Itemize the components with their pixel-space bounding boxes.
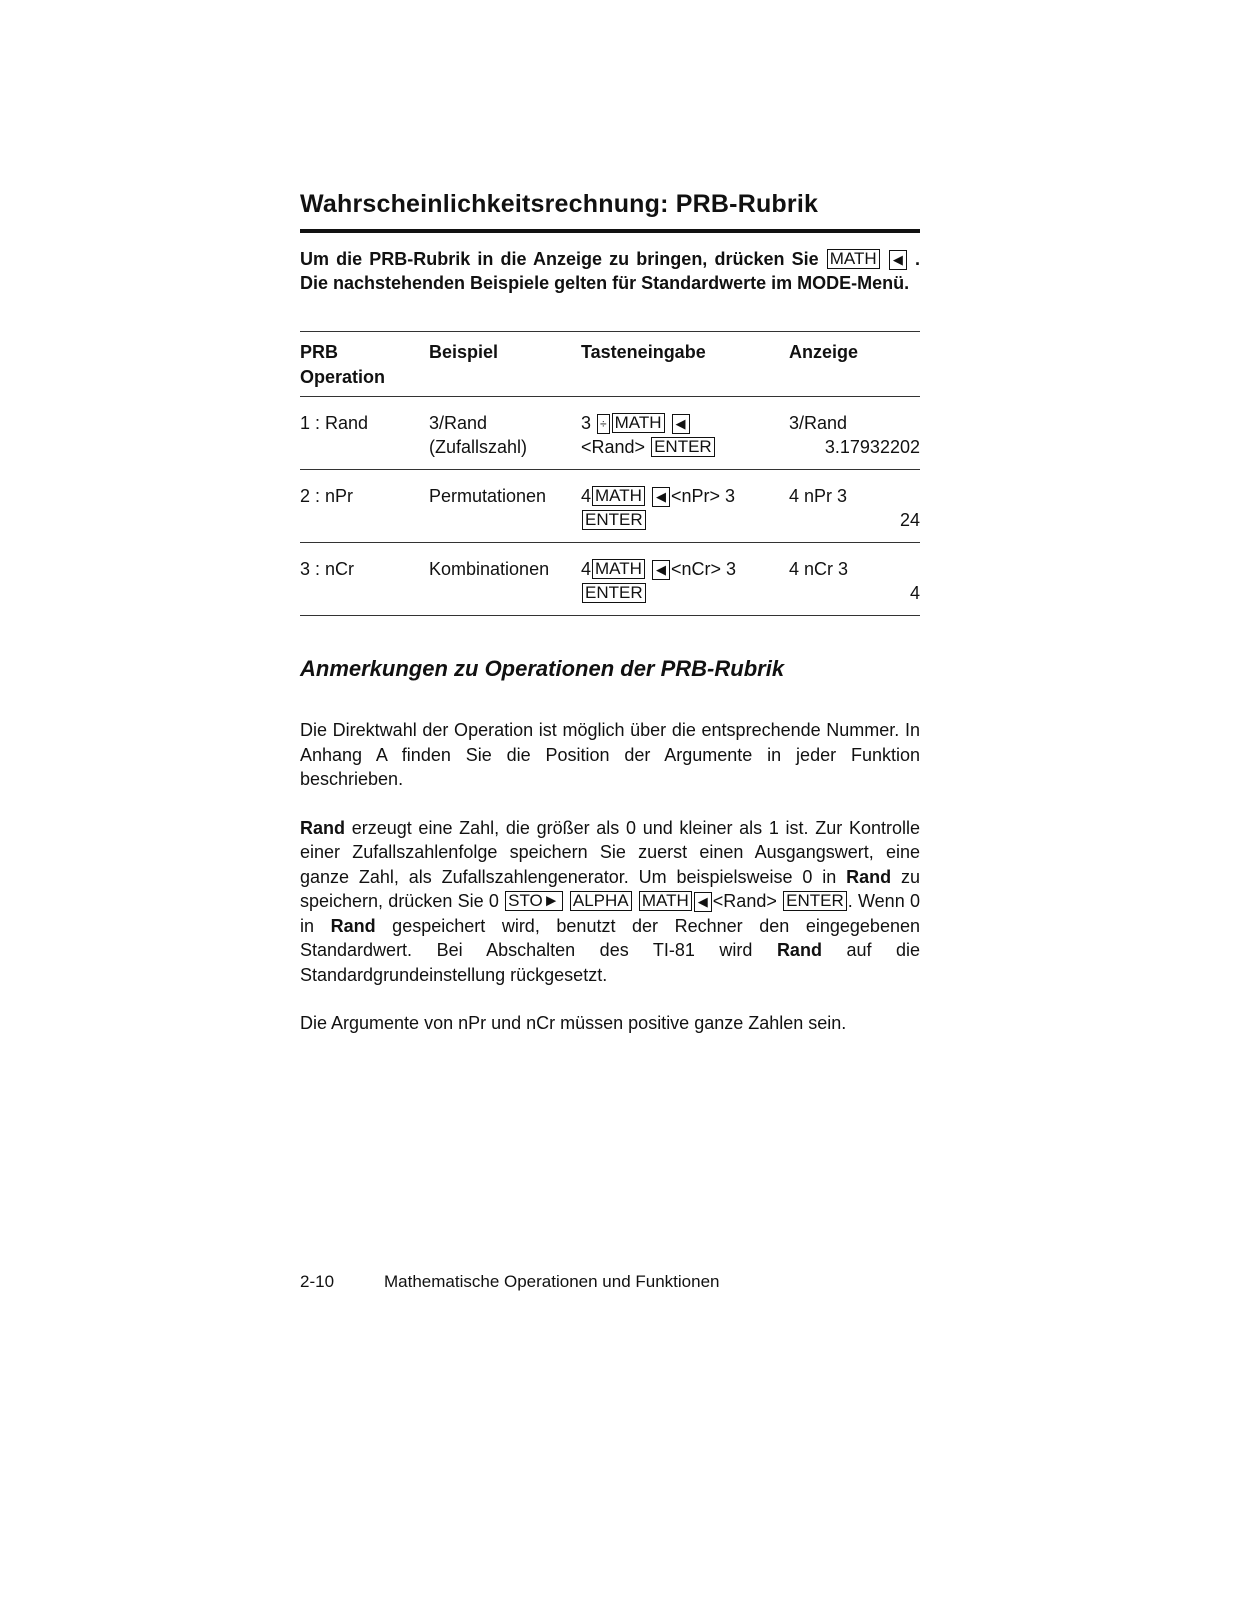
row-keys: 4 MATH ◀ <nPr> 3 ENTER — [581, 486, 735, 529]
row-display: 4 nCr 3 4 — [789, 559, 920, 603]
chapter-title: Mathematische Operationen und Funktionen — [384, 1272, 720, 1291]
math-key-icon: MATH — [592, 559, 645, 579]
row-keys: 4 MATH ◀ <nCr> 3 ENTER — [581, 559, 736, 602]
intro-text-before: Um die PRB-Rubrik in die Anzeige zu bringen, drücken Sie — [300, 249, 819, 269]
left-arrow-key-icon: ◀ — [672, 414, 690, 434]
header-keys: Tasteneingabe — [581, 342, 706, 362]
page-footer — [300, 1272, 719, 1292]
table-row — [300, 397, 920, 470]
page-title: Wahrscheinlichkeitsrechnung: PRB-Rubrik — [300, 190, 920, 233]
section-subtitle: Anmerkungen zu Operationen der PRB-Rubrik — [300, 656, 785, 681]
left-arrow-key-icon: ◀ — [652, 560, 670, 580]
table-row — [300, 470, 920, 543]
paragraph-arguments: Die Argumente von nPr und nCr müssen positive ganze Zahlen sein. — [300, 1013, 847, 1033]
table-row — [300, 543, 920, 616]
sto-key-icon: STO► — [505, 891, 562, 911]
intro-text-after: . Die nachstehenden Beispiele gelten für Standardwerte im MODE-Menü. — [300, 249, 920, 293]
row-operation: 3 : nCr — [300, 559, 355, 579]
math-key-icon: MATH — [827, 249, 880, 269]
enter-key-icon: ENTER — [582, 510, 646, 530]
row-example: 3/Rand (Zufallszahl) — [429, 413, 528, 457]
math-key-icon: MATH — [612, 413, 665, 433]
enter-key-icon: ENTER — [651, 437, 715, 457]
math-key-icon: MATH — [592, 486, 645, 506]
row-keys: 3 ÷ MATH ◀ <Rand> ENTER — [581, 397, 789, 470]
math-key-icon: MATH — [639, 891, 692, 911]
header-example: Beispiel — [429, 342, 499, 362]
prb-table — [300, 331, 920, 616]
page-number: 2-10 — [300, 1272, 335, 1291]
paragraph-rand: Rand erzeugt eine Zahl, die größer als 0 und kleiner als 1 ist. Zur Kontrolle einer Zufallszahlenfolge speichern Sie zuerst einen Ausgangswert, eine ganze Zahl, als Zufallszahlengenerator. Um beispielsweise 0 in Rand zu speichern, drücken Sie 0 STO► ALPHA MATH ◀ <Rand> ENTER . Wenn 0 in Rand gespeichert wird, benutzt der Rechner den eingegebenen Standardwert. Bei Abschalten des TI-81 wird Rand auf die Standardgrundeinstellung rückgesetzt. — [300, 817, 921, 985]
row-operation: 1 : Rand — [300, 413, 369, 433]
row-example: Kombinationen — [429, 559, 550, 579]
left-arrow-key-icon: ◀ — [652, 487, 670, 507]
intro-paragraph — [300, 247, 920, 295]
row-display: 3/Rand 3.17932202 — [789, 413, 920, 457]
table-header-row — [300, 332, 920, 397]
manual-page — [300, 190, 920, 1036]
row-operation: 2 : nPr — [300, 486, 354, 506]
header-display: Anzeige — [789, 342, 859, 362]
enter-key-icon: ENTER — [783, 891, 847, 911]
left-arrow-key-icon: ◀ — [694, 892, 712, 912]
row-example: Permutationen — [429, 486, 547, 506]
alpha-key-icon: ALPHA — [570, 891, 632, 911]
left-arrow-key-icon: ◀ — [889, 250, 907, 270]
paragraph-direct-selection: Die Direktwahl der Operation ist möglich über die entsprechende Nummer. In Anhang A finden Sie die Position der Argumente in jeder Funktion beschrieben. — [300, 720, 920, 789]
enter-key-icon: ENTER — [582, 583, 646, 603]
divide-key-icon: ÷ — [597, 414, 610, 434]
header-operation: PRB Operation — [300, 342, 386, 387]
row-display: 4 nPr 3 24 — [789, 486, 920, 530]
